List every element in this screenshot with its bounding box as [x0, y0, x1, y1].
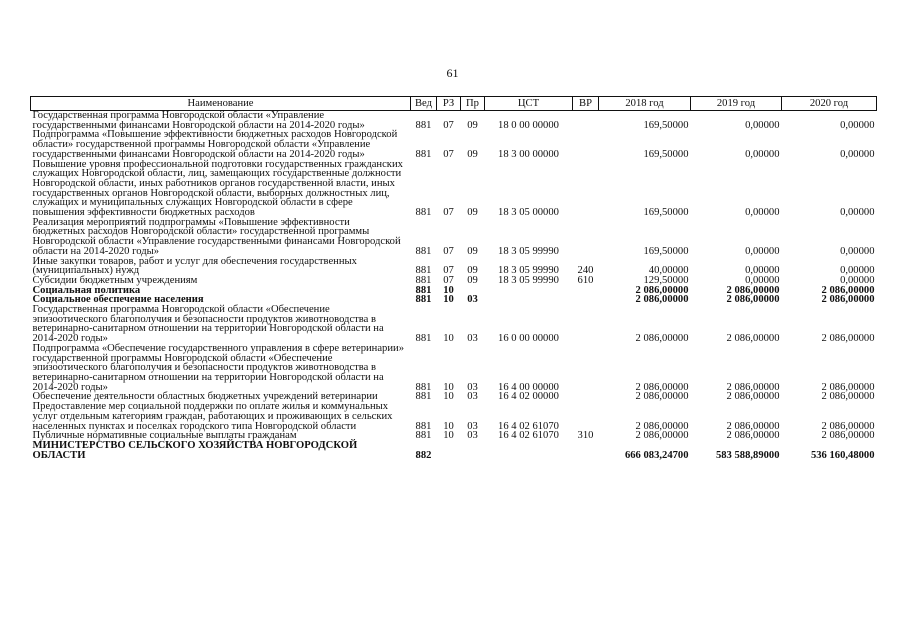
row-vr — [573, 160, 599, 218]
row-ved: 881 — [415, 420, 432, 432]
row-cst — [485, 441, 573, 460]
row-vr: 240 — [577, 265, 594, 277]
row-2018: 666 083,24700 — [624, 449, 689, 461]
row-vr — [573, 286, 599, 296]
row-2018: 40,00000 — [648, 265, 689, 277]
row-cst — [485, 295, 573, 305]
row-2020: 2 086,00000 — [821, 381, 875, 393]
row-name: Подпрограмма «Повышение эффективности бюджетных расходов Новгородской области» государственной программы Новгородской области «Управление государственными финансами Новгородской области на 2014-2020 годы» — [32, 129, 398, 160]
row-vr — [573, 218, 599, 257]
header-cst: ЦСТ — [485, 97, 573, 111]
row-pr: 03 — [467, 430, 478, 442]
row-2018: 2 086,00000 — [635, 420, 689, 432]
row-vr — [573, 130, 599, 159]
row-2018: 169,50000 — [643, 207, 689, 219]
row-vr — [573, 305, 599, 344]
table-row — [31, 441, 877, 460]
row-rz: 10 — [443, 333, 454, 345]
table-header-row — [31, 97, 877, 111]
row-cst: 16 4 02 61070 — [498, 420, 559, 432]
row-2019: 0,00000 — [745, 265, 780, 277]
row-2020: 2 086,00000 — [821, 294, 875, 306]
header-vr: ВР — [573, 97, 599, 111]
row-2020: 0,00000 — [840, 207, 875, 219]
row-ved: 881 — [415, 284, 432, 296]
row-pr: 09 — [467, 274, 478, 286]
row-rz: 10 — [443, 391, 454, 403]
row-cst: 16 4 02 00000 — [498, 391, 559, 403]
row-rz: 07 — [443, 119, 454, 131]
row-2019: 2 086,00000 — [726, 333, 780, 345]
row-vr — [573, 295, 599, 305]
row-cst: 18 3 05 99990 — [498, 245, 559, 257]
row-rz: 10 — [443, 430, 454, 442]
row-pr: 03 — [467, 333, 478, 345]
row-name: Предоставление мер социальной поддержки по оплате жилья и коммунальных услуг отдельным категориям граждан, работающих и проживающих в сельских населенных пунктах и поселках городского типа Новгородской области — [32, 401, 393, 432]
row-vr: 310 — [577, 430, 594, 442]
row-2019: 2 086,00000 — [726, 294, 780, 306]
row-ved: 881 — [415, 274, 432, 286]
row-2019: 0,00000 — [745, 245, 780, 257]
row-pr: 09 — [467, 148, 478, 160]
row-2020: 2 086,00000 — [821, 391, 875, 403]
table-row — [31, 130, 877, 159]
row-2018: 2 086,00000 — [635, 333, 689, 345]
row-cst — [485, 286, 573, 296]
row-2020: 2 086,00000 — [821, 333, 875, 345]
row-2019: 0,00000 — [745, 148, 780, 160]
row-2018: 169,50000 — [643, 148, 689, 160]
row-rz: 10 — [443, 381, 454, 393]
budget-table — [30, 96, 877, 460]
row-2018: 169,50000 — [643, 245, 689, 257]
row-2020: 0,00000 — [840, 245, 875, 257]
row-rz: 10 — [443, 420, 454, 432]
row-2018: 2 086,00000 — [635, 284, 689, 296]
row-ved: 881 — [415, 391, 432, 403]
row-rz: 10 — [443, 294, 454, 306]
row-2020: 0,00000 — [840, 265, 875, 277]
row-2019: 2 086,00000 — [726, 391, 780, 403]
row-name: Социальная политика — [32, 284, 141, 296]
row-cst: 18 3 05 99990 — [498, 274, 559, 286]
row-2020: 0,00000 — [840, 274, 875, 286]
row-ved: 881 — [415, 119, 432, 131]
row-ved: 881 — [415, 430, 432, 442]
row-name: Государственная программа Новгородской области «Управление государственными финансами Новгородской области на 2014-2020 годы» — [32, 110, 365, 131]
row-name: Обеспечение деятельности областных бюджетных учреждений ветеринарии — [32, 391, 378, 403]
row-2020: 2 086,00000 — [821, 420, 875, 432]
row-2020: 0,00000 — [840, 119, 875, 131]
row-vr — [573, 402, 599, 431]
row-name: Государственная программа Новгородской области «Обеспечение эпизоотического благополучия и безопасности продуктов животноводства в ветеринарно-санитарном отношении на территории Новгородской области на 2014-2020 годы» — [32, 304, 384, 345]
row-cst: 18 3 05 00000 — [498, 207, 559, 219]
header-rz: РЗ — [437, 97, 461, 111]
row-ved: 881 — [415, 265, 432, 277]
row-name: Иные закупки товаров, работ и услуг для обеспечения государственных (муниципальных) нужд — [32, 255, 357, 277]
row-2020: 0,00000 — [840, 148, 875, 160]
row-rz: 07 — [443, 207, 454, 219]
page-number: 61 — [446, 66, 459, 80]
table-row — [31, 402, 877, 431]
row-pr: 09 — [467, 245, 478, 257]
header-ved: Вед — [411, 97, 437, 111]
row-pr: 03 — [467, 294, 478, 306]
row-rz: 07 — [443, 148, 454, 160]
row-pr: 09 — [467, 207, 478, 219]
row-2019: 2 086,00000 — [726, 430, 780, 442]
row-name: Публичные нормативные социальные выплаты гражданам — [32, 430, 297, 442]
table-row — [31, 160, 877, 218]
header-2018: 2018 год — [599, 97, 691, 111]
row-2018: 2 086,00000 — [635, 381, 689, 393]
row-pr: 03 — [467, 391, 478, 403]
row-vr — [573, 344, 599, 393]
row-ved: 881 — [415, 381, 432, 393]
row-2020: 536 160,48000 — [810, 449, 875, 461]
row-name: Повышение уровня профессиональной подготовки государственных гражданских служащих Новгородской области, лиц, замещающих государственные должности Новгородской области, иных работников органов государственной власти, иных государственных органов Новгородской области, выборных должностных лиц, служащих и муниципальных служащих Новгородской области в сфере повышения эффективности бюджетных расходов — [32, 158, 403, 219]
row-2019: 2 086,00000 — [726, 381, 780, 393]
row-2018: 129,50000 — [643, 274, 689, 286]
row-pr: 03 — [467, 420, 478, 432]
row-2018: 2 086,00000 — [635, 294, 689, 306]
row-vr: 610 — [577, 274, 594, 286]
row-2019: 0,00000 — [745, 207, 780, 219]
row-2019: 2 086,00000 — [726, 420, 780, 432]
row-name: Социальное обеспечение населения — [32, 294, 204, 306]
row-2020: 2 086,00000 — [821, 284, 875, 296]
row-cst: 16 4 02 61070 — [498, 430, 559, 442]
row-vr — [573, 441, 599, 460]
row-rz: 07 — [443, 265, 454, 277]
row-name: МИНИСТЕРСТВО СЕЛЬСКОГО ХОЗЯЙСТВА НОВГОРОДСКОЙ ОБЛАСТИ — [32, 439, 358, 461]
table-row — [31, 344, 877, 393]
row-2018: 169,50000 — [643, 119, 689, 131]
row-cst: 16 0 00 00000 — [498, 333, 559, 345]
row-name: Подпрограмма «Обеспечение государственного управления в сфере ветеринарии» государственной программы Новгородской области «Обеспечение эпизоотического благополучия и безопасности продуктов животноводства в ветеринарно-санитарном отношении на территории Новгородской области на 2014-2020 годы» — [32, 342, 404, 393]
row-2019: 583 588,89000 — [715, 449, 780, 461]
row-2019: 2 086,00000 — [726, 284, 780, 296]
row-vr — [573, 392, 599, 402]
header-2019: 2019 год — [691, 97, 782, 111]
table-body — [31, 111, 877, 461]
row-ved: 881 — [415, 294, 432, 306]
row-cst: 18 3 00 00000 — [498, 148, 559, 160]
header-name: Наименование — [31, 97, 411, 111]
row-pr — [461, 441, 485, 460]
table-row — [31, 111, 877, 131]
row-ved: 882 — [415, 449, 432, 461]
row-cst: 16 4 00 00000 — [498, 381, 559, 393]
row-2019: 0,00000 — [745, 274, 780, 286]
row-rz: 07 — [443, 274, 454, 286]
table-row — [31, 305, 877, 344]
row-ved: 881 — [415, 245, 432, 257]
row-vr — [573, 111, 599, 131]
table-row — [31, 257, 877, 276]
row-name: Реализация мероприятий подпрограммы «Повышение эффективности бюджетных расходов Новгородской области» государственной программы Новгородской области «Управление государственными финансами Новгородской области на 2014-2020 годы» — [32, 216, 401, 257]
row-rz: 10 — [443, 284, 454, 296]
row-2018: 2 086,00000 — [635, 430, 689, 442]
row-pr: 09 — [467, 119, 478, 131]
row-name: Субсидии бюджетным учреждениям — [32, 274, 198, 286]
row-ved: 881 — [415, 333, 432, 345]
header-pr: Пр — [461, 97, 485, 111]
row-ved: 881 — [415, 207, 432, 219]
row-2018: 2 086,00000 — [635, 391, 689, 403]
row-ved: 881 — [415, 148, 432, 160]
header-2020: 2020 год — [782, 97, 877, 111]
row-cst: 18 3 05 99990 — [498, 265, 559, 277]
row-pr: 09 — [467, 265, 478, 277]
row-rz: 07 — [443, 245, 454, 257]
table-row — [31, 218, 877, 257]
row-pr: 03 — [467, 381, 478, 393]
row-2019: 0,00000 — [745, 119, 780, 131]
row-rz — [437, 441, 461, 460]
row-2020: 2 086,00000 — [821, 430, 875, 442]
row-cst: 18 0 00 00000 — [498, 119, 559, 131]
